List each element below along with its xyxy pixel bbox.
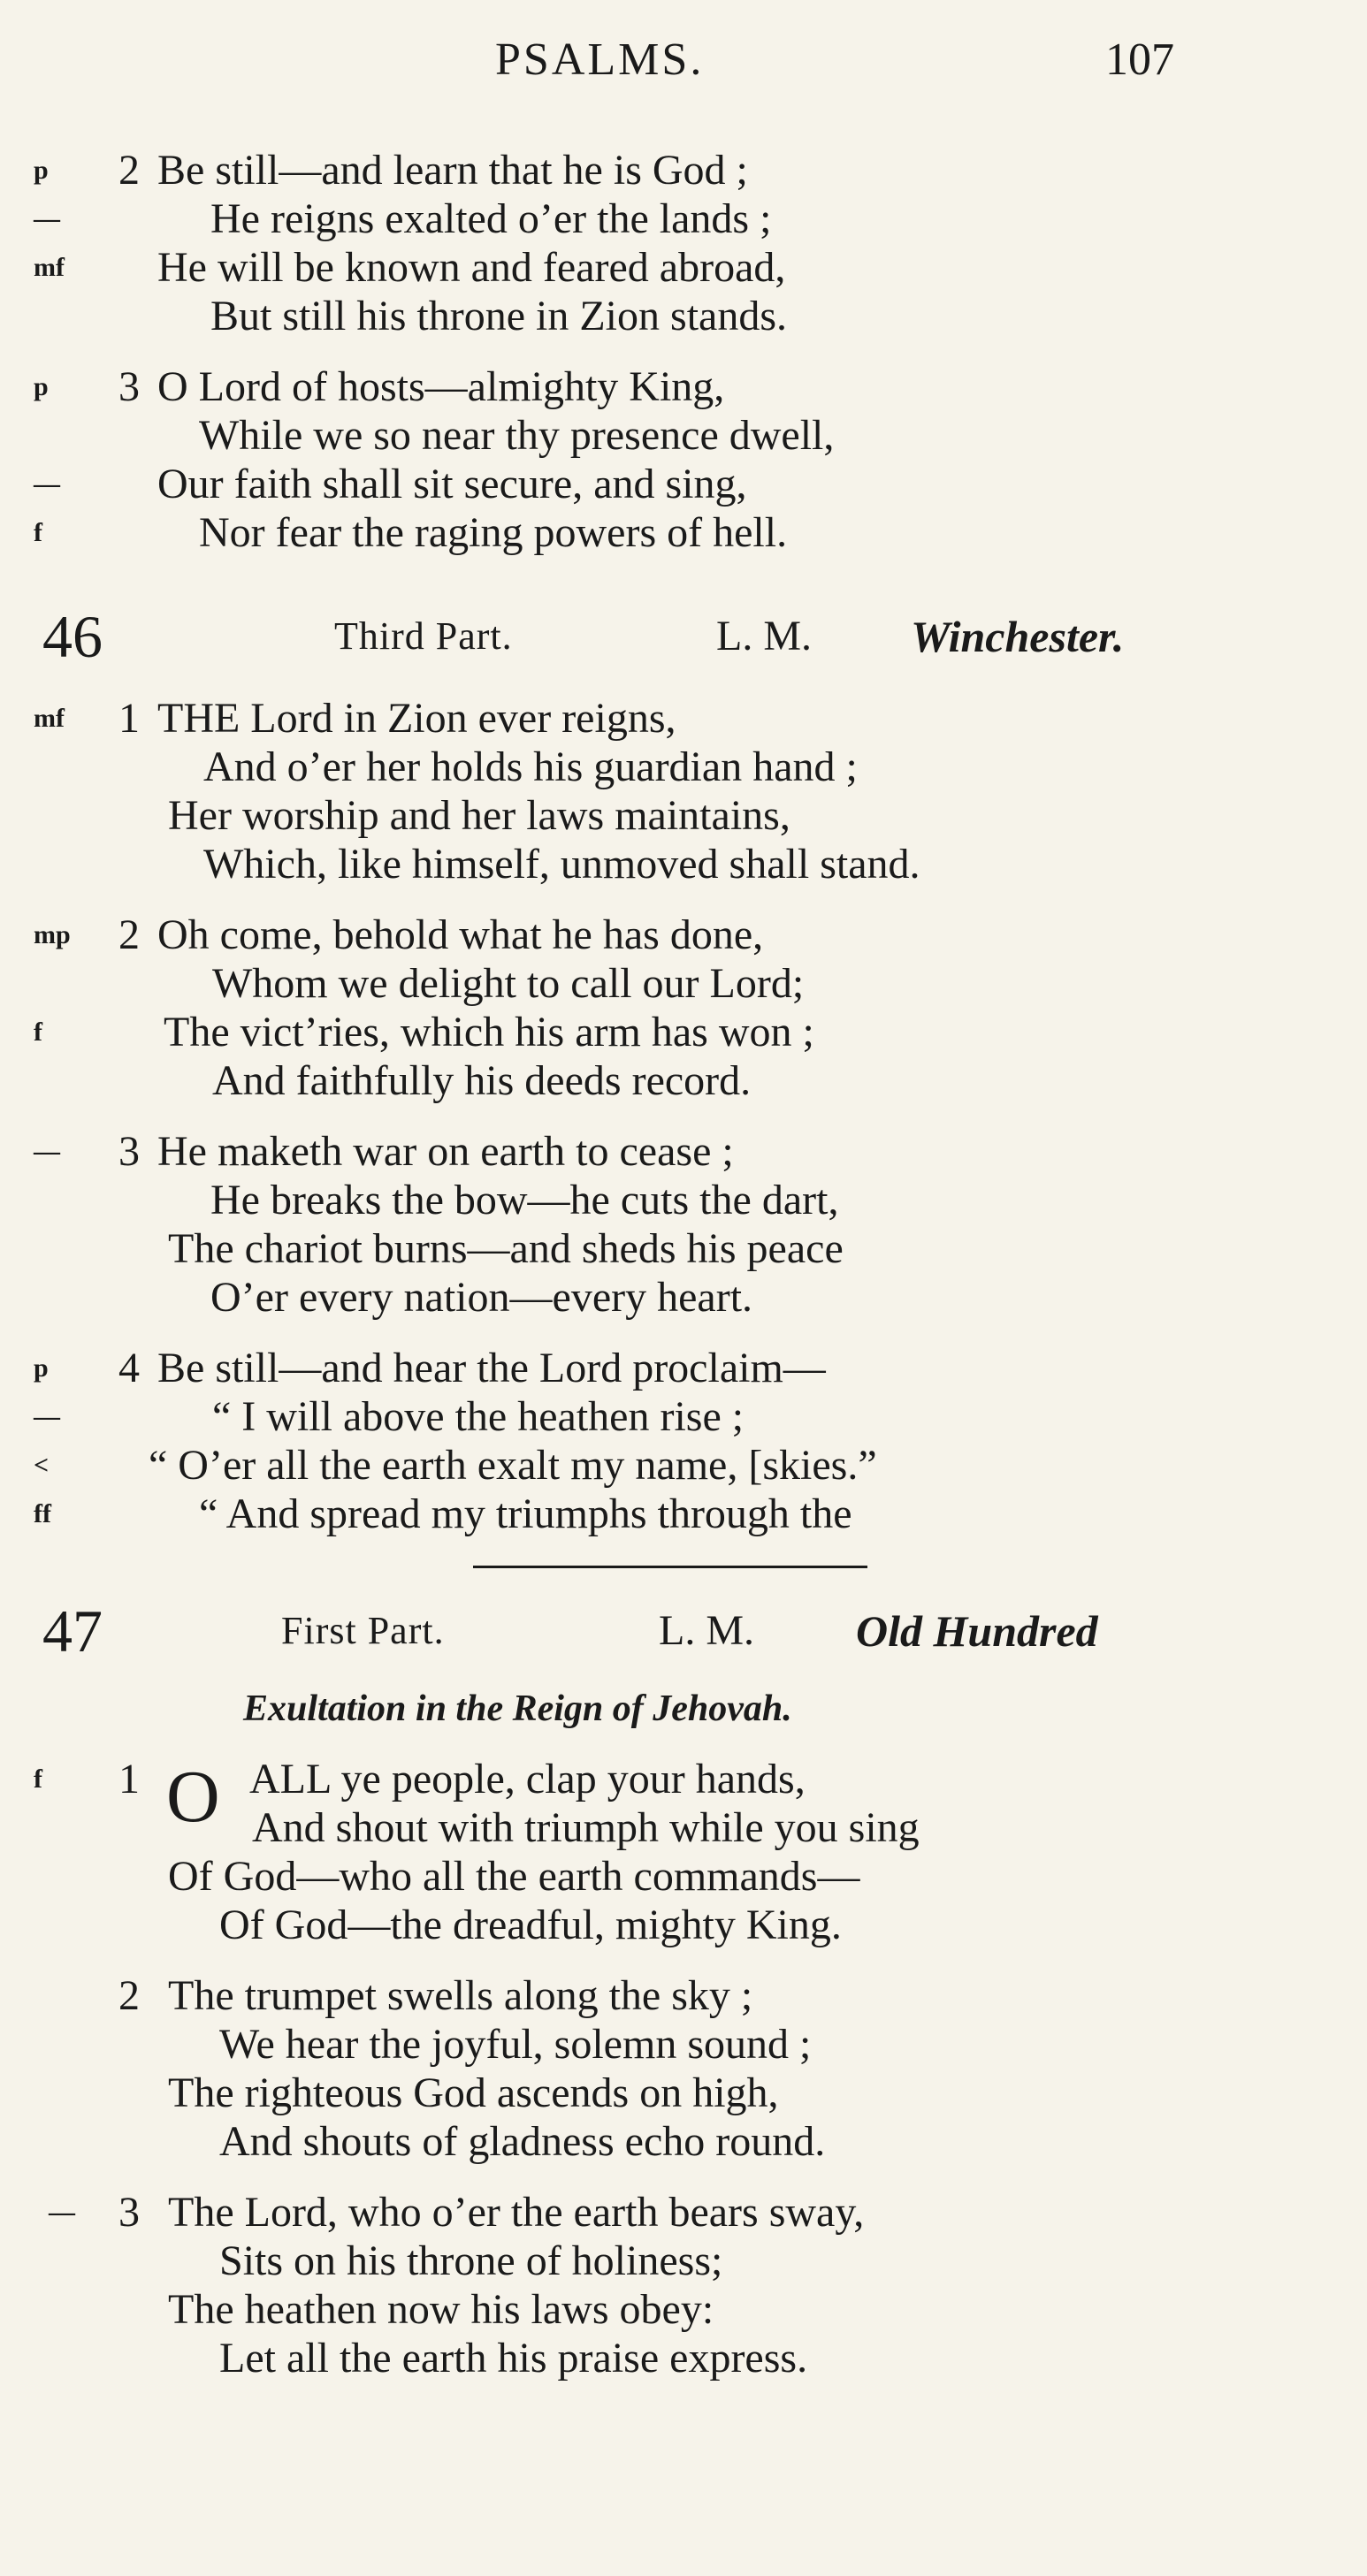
verse-text: The trumpet swells along the sky ; [168,1972,753,2019]
dynamic-mark: mf [34,253,65,282]
verse-line [0,911,1367,960]
verse-line [0,840,1367,889]
verse-line [0,791,1367,841]
verse-text: He reigns exalted o’er the lands ; [210,195,772,242]
verse-number: 3 [118,1128,140,1175]
verse-line [0,1852,1367,1902]
verse-line [0,1441,1367,1490]
verse-text: The vict’ries, which his arm has won ; [164,1009,814,1056]
hymn-meter: L. M. [659,1607,754,1654]
verse-text: Of God—who all the earth commands— [168,1853,860,1900]
dynamic-mark: p [34,156,49,185]
verse-line [0,1056,1367,1106]
verse-text: The heathen now his laws obey: [168,2286,714,2333]
hymn-number: 46 [42,603,103,670]
verse-line [0,2285,1367,2335]
dynamic-mark: — [34,1137,60,1166]
verse-line [0,243,1367,293]
verse-line [0,1490,1367,1539]
drop-cap: O [166,1756,220,1838]
verse-text: While we so near thy presence dwell, [199,412,835,459]
dynamic-mark: mp [34,920,71,949]
hymn-heading [0,601,1367,672]
verse-line [0,743,1367,792]
verse-line [0,1176,1367,1225]
hymn-subtitle: Exultation in the Reign of Jehovah. [243,1688,792,1729]
verse-text: “ And spread my triumphs through the [199,1490,852,1537]
verse-line [0,2020,1367,2069]
dynamic-mark: p [34,1353,49,1383]
hymn-subtitle-line [0,1684,1367,1734]
verse-text: Be still—and learn that he is God ; [157,147,748,194]
verse-line [0,411,1367,461]
tune-name: Old Hundred [856,1606,1098,1656]
verse-line [0,2117,1367,2167]
verse-text: Our faith shall sit secure, and sing, [157,461,747,507]
dynamic-mark: f [34,518,42,547]
verse-text: Her worship and her laws maintains, [168,792,790,839]
verse-line [0,146,1367,195]
verse-text: And faithfully his deeds record. [212,1057,752,1104]
crescendo-mark: < [34,1451,50,1480]
verse-text: The chariot burns—and sheds his peace [168,1225,844,1272]
dynamic-mark: ff [34,1499,51,1528]
dynamic-mark: — [49,2198,75,2227]
hymn-part: Third Part. [334,614,513,658]
section-divider [473,1566,867,1568]
verse-number: 2 [118,1972,140,2019]
hymn-heading [0,1596,1367,1666]
verse-line [0,959,1367,1009]
verse-number: 2 [118,147,140,194]
verse-text: And shout with triumph while you sing [252,1804,920,1851]
dynamic-mark: f [34,1017,42,1047]
verse-text: We hear the joyful, solemn sound ; [219,2021,812,2068]
page-number: 107 [1105,34,1174,85]
dynamic-mark: — [34,1402,60,1431]
verse-text: O’er every nation—every heart. [210,1274,753,1321]
verse-text: The Lord, who o’er the earth bears sway, [168,2189,865,2236]
tune-name: Winchester. [911,612,1125,661]
verse-line [0,1008,1367,1057]
dynamic-mark: — [34,469,60,499]
verse-line [0,1273,1367,1322]
dynamic-mark: p [34,372,49,401]
verse-number: 2 [118,911,140,958]
verse-text: Be still—and hear the Lord proclaim— [157,1345,826,1391]
verse-text: O Lord of hosts—almighty King, [157,363,725,410]
dynamic-mark: — [34,204,60,233]
verse-line [0,508,1367,558]
verse-text: ALL ye people, clap your hands, [249,1756,806,1802]
verse-line [0,2237,1367,2286]
verse-line [0,362,1367,412]
verse-line [0,460,1367,509]
dynamic-mark: f [34,1764,42,1794]
verse-text: Oh come, behold what he has done, [157,911,764,958]
hymn-meter: L. M. [716,613,812,659]
verse-line [0,2069,1367,2118]
verse-text: The righteous God ascends on high, [168,2069,779,2116]
verse-text: “ O’er all the earth exalt my name, [skies.” [149,1442,877,1489]
verse-text: “ I will above the heathen rise ; [212,1393,745,1440]
verse-line [0,194,1367,244]
verse-text: THE Lord in Zion ever reigns, [157,695,676,742]
dynamic-mark: mf [34,704,65,733]
verse-number: 1 [118,1756,140,1802]
running-header-title: PSALMS. [495,34,705,85]
verse-line [0,1803,1367,1853]
verse-text: He will be known and feared abroad, [157,244,786,291]
verse-text: Whom we delight to call our Lord; [212,960,805,1007]
verse-text: He maketh war on earth to cease ; [157,1128,734,1175]
verse-line [0,1224,1367,1274]
verse-line [0,2334,1367,2383]
verse-number: 3 [118,363,140,410]
verse-line [0,1344,1367,1393]
verse-line [0,694,1367,743]
verse-line [0,1392,1367,1442]
hymn-number: 47 [42,1597,103,1665]
verse-text: He breaks the bow—he cuts the dart, [210,1177,839,1223]
verse-line [0,2188,1367,2237]
verse-text: Nor fear the raging powers of hell. [199,509,788,556]
verse-text: Of God—the dreadful, mighty King. [219,1902,842,1948]
verse-line [0,292,1367,341]
verse-text: But still his throne in Zion stands. [210,293,788,339]
verse-line [0,1127,1367,1177]
verse-number: 4 [118,1345,140,1391]
verse-number: 1 [118,695,140,742]
verse-text: Sits on his throne of holiness; [219,2237,723,2284]
verse-number: 3 [118,2189,140,2236]
verse-text: And o’er her holds his guardian hand ; [203,743,858,790]
verse-line [0,1901,1367,1950]
verse-text: Which, like himself, unmoved shall stand. [203,841,920,888]
verse-text: And shouts of gladness echo round. [219,2118,826,2165]
verse-text: Let all the earth his praise express. [219,2335,808,2382]
hymn-part: First Part. [281,1609,445,1652]
verse-line [0,1971,1367,2021]
